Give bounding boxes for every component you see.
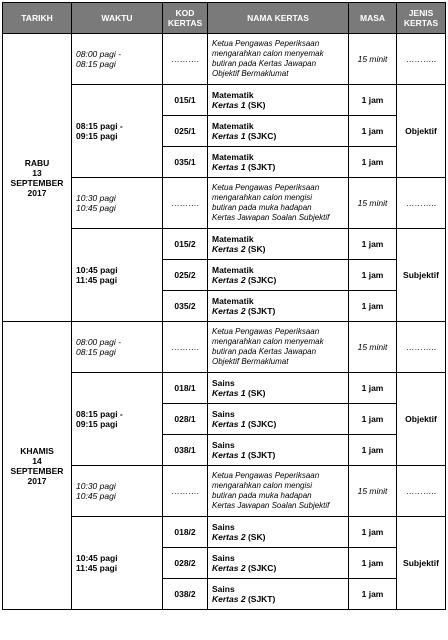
day-date: RABU 13 SEPTEMBER 2017 [3,34,72,322]
paper-name [208,548,349,579]
paper-duration: 1 jam [349,147,397,178]
slot-time: 10:30 pagi 10:45 pagi [72,178,163,229]
slot-instruction: Ketua Pengawas Peperiksaan mengarahkan calon menyemak butiran pada Kertas Jawapan Objektif Bermaklumat [208,34,349,85]
paper-subject: Matematik [212,296,254,306]
paper-number: Kertas 2 [212,244,246,254]
paper-duration: 1 jam [349,85,397,116]
paper-number: Kertas 2 [212,563,246,573]
slot-instruction: Ketua Pengawas Peperiksaan mengarahkan calon menyemak butiran pada Kertas Jawapan Objektif Bermaklumat [208,322,349,373]
paper-name [208,373,349,404]
paper-name [208,517,349,548]
slot-duration: 15 minit [349,322,397,373]
paper-number: Kertas 2 [212,306,246,316]
paper-stream: (SJKC) [247,275,277,285]
paper-stream: (SK) [247,244,266,254]
slot-time: 10:30 pagi 10:45 pagi [72,466,163,517]
header-duration: MASA [349,3,397,34]
paper-number: Kertas 2 [212,532,246,542]
paper-code: 018/1 [163,373,208,404]
schedule-table [2,2,446,610]
slot-code-placeholder: ………. [163,34,208,85]
paper-duration: 1 jam [349,517,397,548]
paper-duration: 1 jam [349,291,397,322]
paper-subject: Matematik [212,152,254,162]
paper-subject: Sains [212,440,235,450]
paper-number: Kertas 1 [212,162,246,172]
paper-name [208,291,349,322]
slot-type: Objektif [397,85,446,178]
paper-code: 028/1 [163,404,208,435]
slot-type: Subjektif [397,517,446,610]
paper-duration: 1 jam [349,435,397,466]
paper-code: 038/1 [163,435,208,466]
paper-stream: (SJKT) [247,162,276,172]
header-date: TARIKH [3,3,72,34]
paper-name [208,404,349,435]
paper-code: 025/2 [163,260,208,291]
header-type: JENIS KERTAS [397,3,446,34]
slot-type-placeholder: ……….. [397,178,446,229]
paper-stream: (SJKC) [247,131,277,141]
slot-time: 08:00 pagi - 08:15 pagi [72,34,163,85]
paper-stream: (SK) [247,388,266,398]
slot-time: 10:45 pagi 11:45 pagi [72,517,163,610]
paper-subject: Sains [212,378,235,388]
paper-code: 028/2 [163,548,208,579]
paper-code: 038/2 [163,579,208,610]
paper-number: Kertas 1 [212,388,246,398]
note-row [3,322,446,373]
day-date: KHAMIS 14 SEPTEMBER 2017 [3,322,72,610]
slot-code-placeholder: ………. [163,178,208,229]
paper-code: 015/2 [163,229,208,260]
paper-number: Kertas 1 [212,100,246,110]
paper-name [208,85,349,116]
paper-code: 018/2 [163,517,208,548]
slot-type-placeholder: ……….. [397,466,446,517]
paper-subject: Matematik [212,265,254,275]
paper-subject: Sains [212,584,235,594]
paper-duration: 1 jam [349,404,397,435]
paper-number: Kertas 1 [212,131,246,141]
paper-number: Kertas 1 [212,450,246,460]
slot-instruction: Ketua Pengawas Peperiksaan mengarahkan calon mengisi butiran pada muka hadapan Kertas Jawapan Soalan Subjektif [208,466,349,517]
paper-name [208,116,349,147]
slot-type-placeholder: ……….. [397,322,446,373]
paper-number: Kertas 2 [212,594,246,604]
paper-stream: (SJKT) [247,450,276,460]
paper-stream: (SJKC) [247,419,277,429]
paper-stream: (SK) [247,100,266,110]
slot-duration: 15 minit [349,178,397,229]
header-code: KOD KERTAS [163,3,208,34]
paper-duration: 1 jam [349,260,397,291]
exam-schedule [2,2,445,638]
header-time: WAKTU [72,3,163,34]
paper-number: Kertas 2 [212,275,246,285]
slot-type: Subjektif [397,229,446,322]
paper-subject: Matematik [212,121,254,131]
slot-type: Objektif [397,373,446,466]
paper-name [208,260,349,291]
paper-code: 025/1 [163,116,208,147]
header-row [3,3,446,34]
paper-subject: Sains [212,553,235,563]
paper-stream: (SJKC) [247,563,277,573]
slot-code-placeholder: ………. [163,322,208,373]
note-row [3,34,446,85]
paper-subject: Matematik [212,90,254,100]
paper-name [208,147,349,178]
paper-subject: Sains [212,522,235,532]
paper-stream: (SJKT) [247,594,276,604]
paper-stream: (SK) [247,532,266,542]
paper-code: 035/1 [163,147,208,178]
paper-code: 035/2 [163,291,208,322]
slot-duration: 15 minit [349,34,397,85]
paper-subject: Sains [212,409,235,419]
paper-stream: (SJKT) [247,306,276,316]
paper-duration: 1 jam [349,548,397,579]
slot-time: 08:00 pagi - 08:15 pagi [72,322,163,373]
paper-name [208,579,349,610]
paper-duration: 1 jam [349,116,397,147]
paper-duration: 1 jam [349,579,397,610]
slot-duration: 15 minit [349,466,397,517]
slot-time: 10:45 pagi 11:45 pagi [72,229,163,322]
slot-instruction: Ketua Pengawas Peperiksaan mengarahkan calon mengisi butiran pada muka hadapan Kertas Jawapan Soalan Subjektif [208,178,349,229]
paper-code: 015/1 [163,85,208,116]
paper-number: Kertas 1 [212,419,246,429]
slot-type-placeholder: ……….. [397,34,446,85]
paper-name [208,229,349,260]
paper-duration: 1 jam [349,373,397,404]
slot-time: 08:15 pagi - 09:15 pagi [72,85,163,178]
paper-subject: Matematik [212,234,254,244]
paper-name [208,435,349,466]
paper-duration: 1 jam [349,229,397,260]
slot-code-placeholder: ………. [163,466,208,517]
header-name: NAMA KERTAS [208,3,349,34]
slot-time: 08:15 pagi - 09:15 pagi [72,373,163,466]
